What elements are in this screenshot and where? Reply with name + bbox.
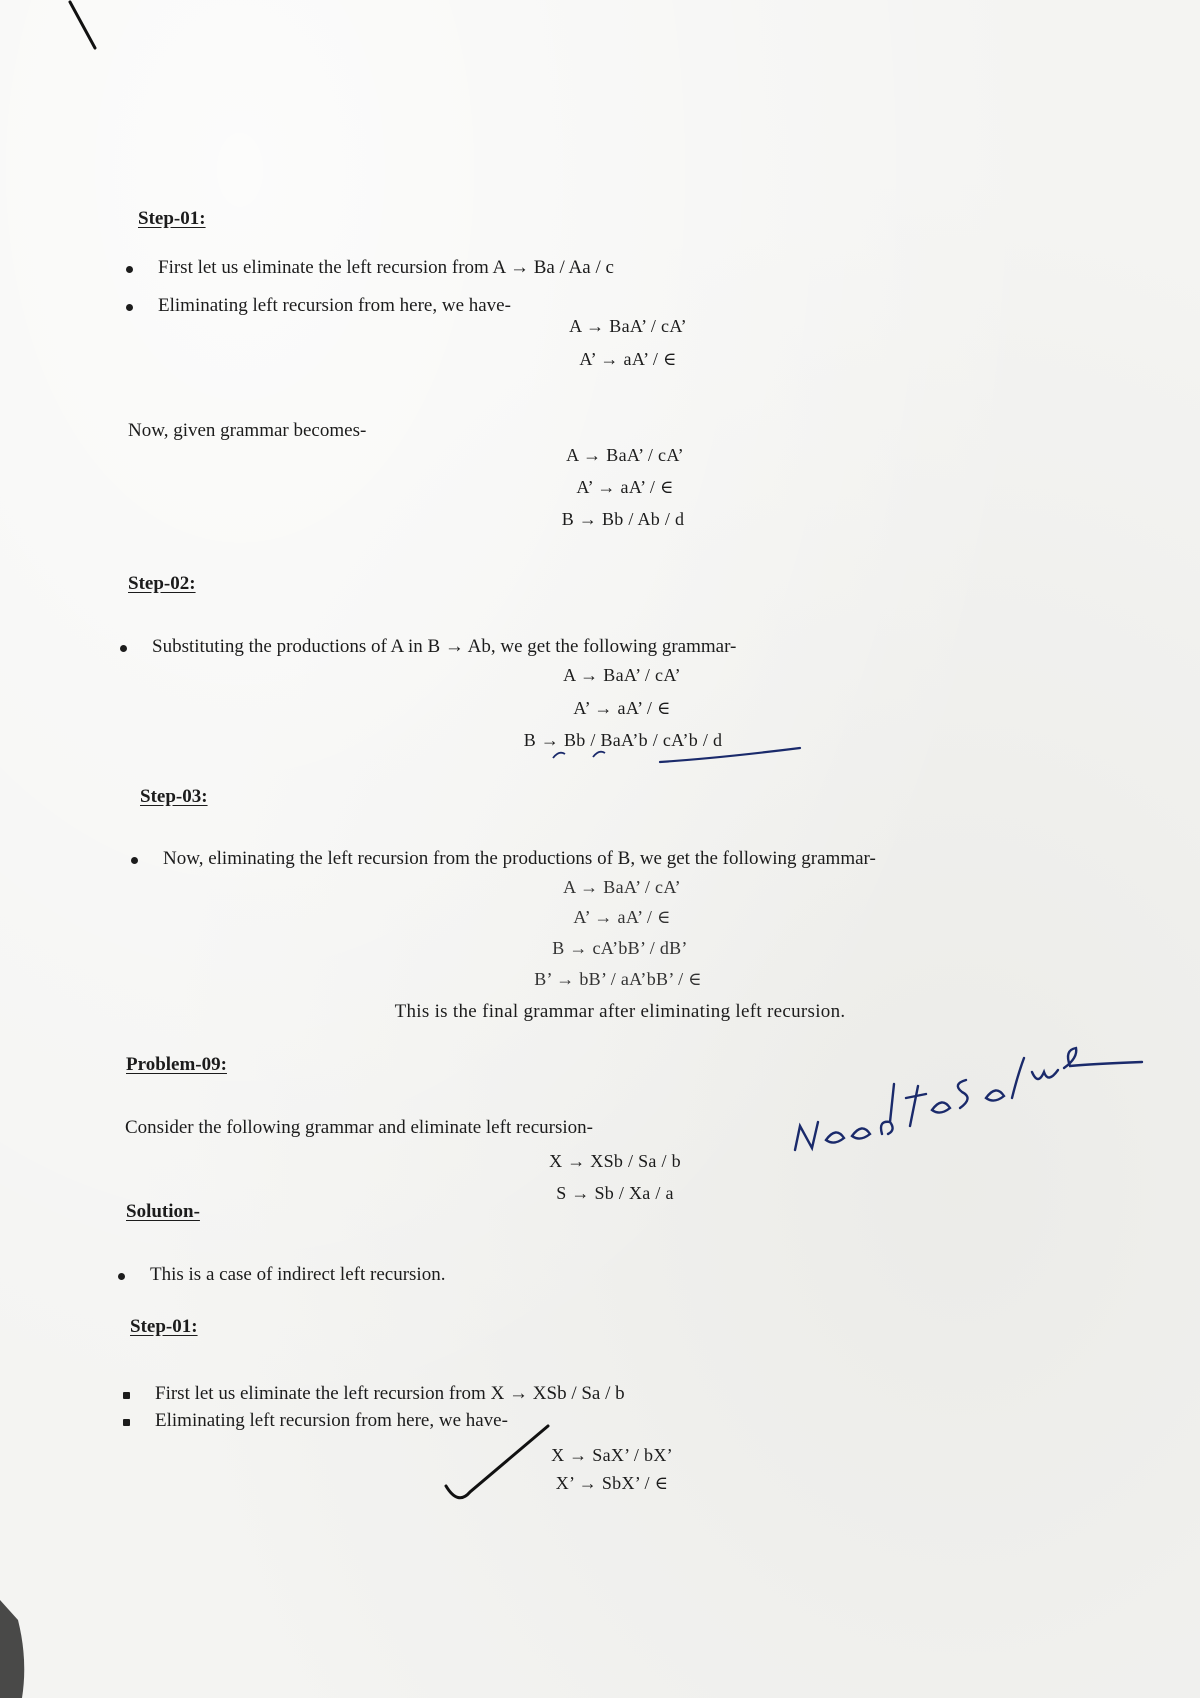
- production-rule: S → Sb / Xa / a: [556, 1183, 674, 1203]
- production-rule: A → BaA’ / cA’: [563, 665, 681, 685]
- bullet-text: Eliminating left recursion from here, we have-: [158, 295, 511, 316]
- conclusion-text: This is the final grammar after eliminating left recursion.: [394, 1001, 846, 1022]
- handwritten-underline: [660, 748, 800, 762]
- production-rule: A’ → aA’ / ∈: [579, 349, 677, 369]
- bullet-text: Now, eliminating the left recursion from the productions of B, we get the following grammar-: [163, 848, 876, 869]
- handwritten-note-need-to-solve: [795, 1048, 1142, 1150]
- production-rule: X → SaX’ / bX’: [551, 1445, 673, 1465]
- production-rule: B’ → bB’ / aA’bB’ / ∈: [534, 969, 702, 989]
- production-rule: A’ → aA’ / ∈: [573, 698, 671, 718]
- step-03-heading: Step-03:: [140, 786, 208, 807]
- bullet-text: First let us eliminate the left recursion from X → XSb / Sa / b: [155, 1383, 625, 1404]
- solution-heading: Solution-: [126, 1201, 200, 1222]
- bullet-text: First let us eliminate the left recursion from A → Ba / Aa / c: [158, 257, 614, 278]
- problem-statement: Consider the following grammar and eliminate left recursion-: [125, 1117, 593, 1138]
- handwritten-ticks: [553, 752, 605, 758]
- step-02-heading: Step-02:: [128, 573, 196, 594]
- stray-pen-stroke: [70, 2, 95, 48]
- production-rule: B → Bb / Ab / d: [561, 509, 685, 529]
- page-corner-shadow: [0, 1600, 24, 1698]
- production-rule: A → BaA’ / cA’: [563, 877, 681, 897]
- problem-09-heading: Problem-09:: [126, 1054, 227, 1075]
- production-rule: X → XSb / Sa / b: [549, 1151, 681, 1171]
- production-rule: B → cA’bB’ / dB’: [552, 938, 688, 958]
- production-rule: B → Bb / BaA’b / cA’b / d: [523, 730, 723, 750]
- bullet-text: This is a case of indirect left recursion.: [150, 1264, 446, 1285]
- bullet-text: Eliminating left recursion from here, we have-: [155, 1410, 508, 1431]
- bullet-text: Substituting the productions of A in B → Ab, we get the following grammar-: [152, 636, 737, 657]
- production-rule: A’ → aA’ / ∈: [573, 907, 671, 927]
- check-mark: [446, 1426, 548, 1498]
- paragraph-text: Now, given grammar becomes-: [128, 420, 367, 441]
- production-rule: A → BaA’ / cA’: [569, 316, 687, 336]
- production-rule: X’ → SbX’ / ∈: [555, 1473, 669, 1493]
- production-rule: A’ → aA’ / ∈: [576, 477, 674, 497]
- production-rule: A → BaA’ / cA’: [566, 445, 684, 465]
- step-01-heading: Step-01:: [138, 208, 206, 229]
- step-01-heading: Step-01:: [130, 1316, 198, 1337]
